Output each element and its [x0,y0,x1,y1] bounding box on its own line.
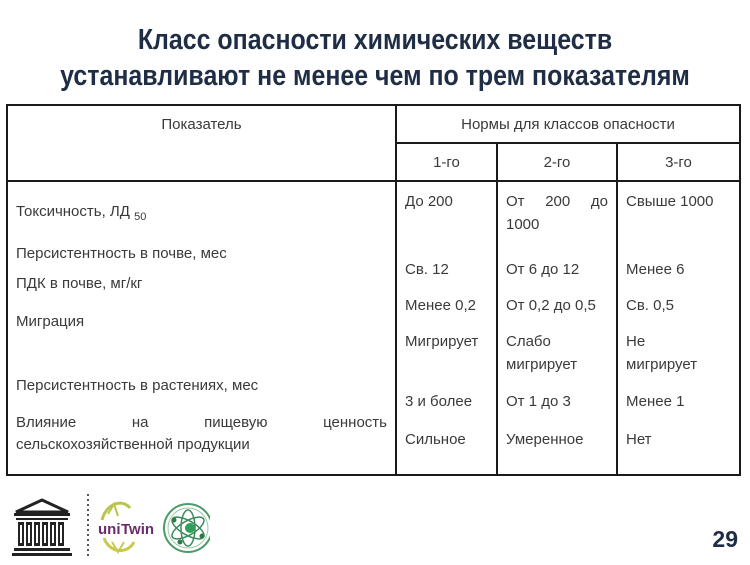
class2-plant-persistence: От 1 до 3 [506,393,571,410]
unitwin-logo [98,503,154,552]
indicator-migration: Миграция [16,313,85,330]
table-header-row [7,105,740,143]
svg-text:Twin: Twin [121,521,155,538]
class3-food-value: Нет [626,431,652,448]
class3-toxicity: Свыше 1000 [626,193,714,210]
hazard-class-table [6,104,741,476]
atom-emblem-logo [164,504,210,552]
class2-toxicity-line1: От 200 до [506,193,608,210]
table-body-row [7,181,740,475]
indicator-column [7,181,396,475]
svg-text:uni: uni [98,521,121,538]
header-norms: Нормы для классов опасности [396,105,740,143]
class3-migration-line1: Не [626,333,646,350]
page-number: 29 [712,526,738,552]
class3-plant-persistence: Менее 1 [626,393,685,410]
header-class-1: 1-го [396,143,497,181]
unesco-logo [10,492,210,560]
class2-migration-line1: Слабо [506,333,551,350]
ld50-subscript: 50 [134,211,147,223]
class1-food-value: Сильное [405,431,466,448]
class2-food-value: Умеренное [506,431,584,448]
indicator-plant-persistence: Персистентность в растениях, мес [16,377,259,394]
slide-title [53,22,698,94]
indicator-soil-mpc: ПДК в почве, мг/кг [16,275,143,292]
title-line-2: устанавливают не менее чем по трем показателям [60,60,690,92]
indicator-food-value-line2: сельскохозяйственной продукции [16,436,250,453]
class1-soil-persistence: Св. 12 [405,261,449,278]
class-2-column [497,181,617,475]
indicator-food-value-line1: Влияние на пищевую ценность [16,414,387,431]
class3-migration [618,330,739,390]
class2-toxicity [498,190,616,258]
class1-plant-persistence: 3 и более [405,393,473,410]
class2-migration-line2: мигрирует [506,356,578,373]
class1-soil-mpc: Менее 0,2 [405,297,476,314]
indicator-toxicity [8,192,395,240]
class2-toxicity-line2: 1000 [506,216,540,233]
class-3-column [617,181,740,475]
indicator-toxicity-label: Токсичность, ЛД [16,203,130,220]
class3-soil-mpc: Св. 0,5 [626,297,674,314]
class2-soil-mpc: От 0,2 до 0,5 [506,297,596,314]
class1-migration: Мигрирует [405,333,479,350]
indicator-soil-persistence: Персистентность в почве, мес [16,245,227,262]
class2-soil-persistence: От 6 до 12 [506,261,580,278]
header-class-2: 2-го [497,143,617,181]
class2-migration [498,330,616,390]
class3-soil-persistence: Менее 6 [626,261,685,278]
header-class-3: 3-го [617,143,740,181]
footer-logos [10,492,210,560]
class3-migration-line2: мигрирует [626,356,698,373]
header-indicator: Показатель [7,105,396,181]
class-1-column [396,181,497,475]
title-line-1: Класс опасности химических веществ [137,24,613,56]
class1-toxicity: До 200 [405,193,453,210]
